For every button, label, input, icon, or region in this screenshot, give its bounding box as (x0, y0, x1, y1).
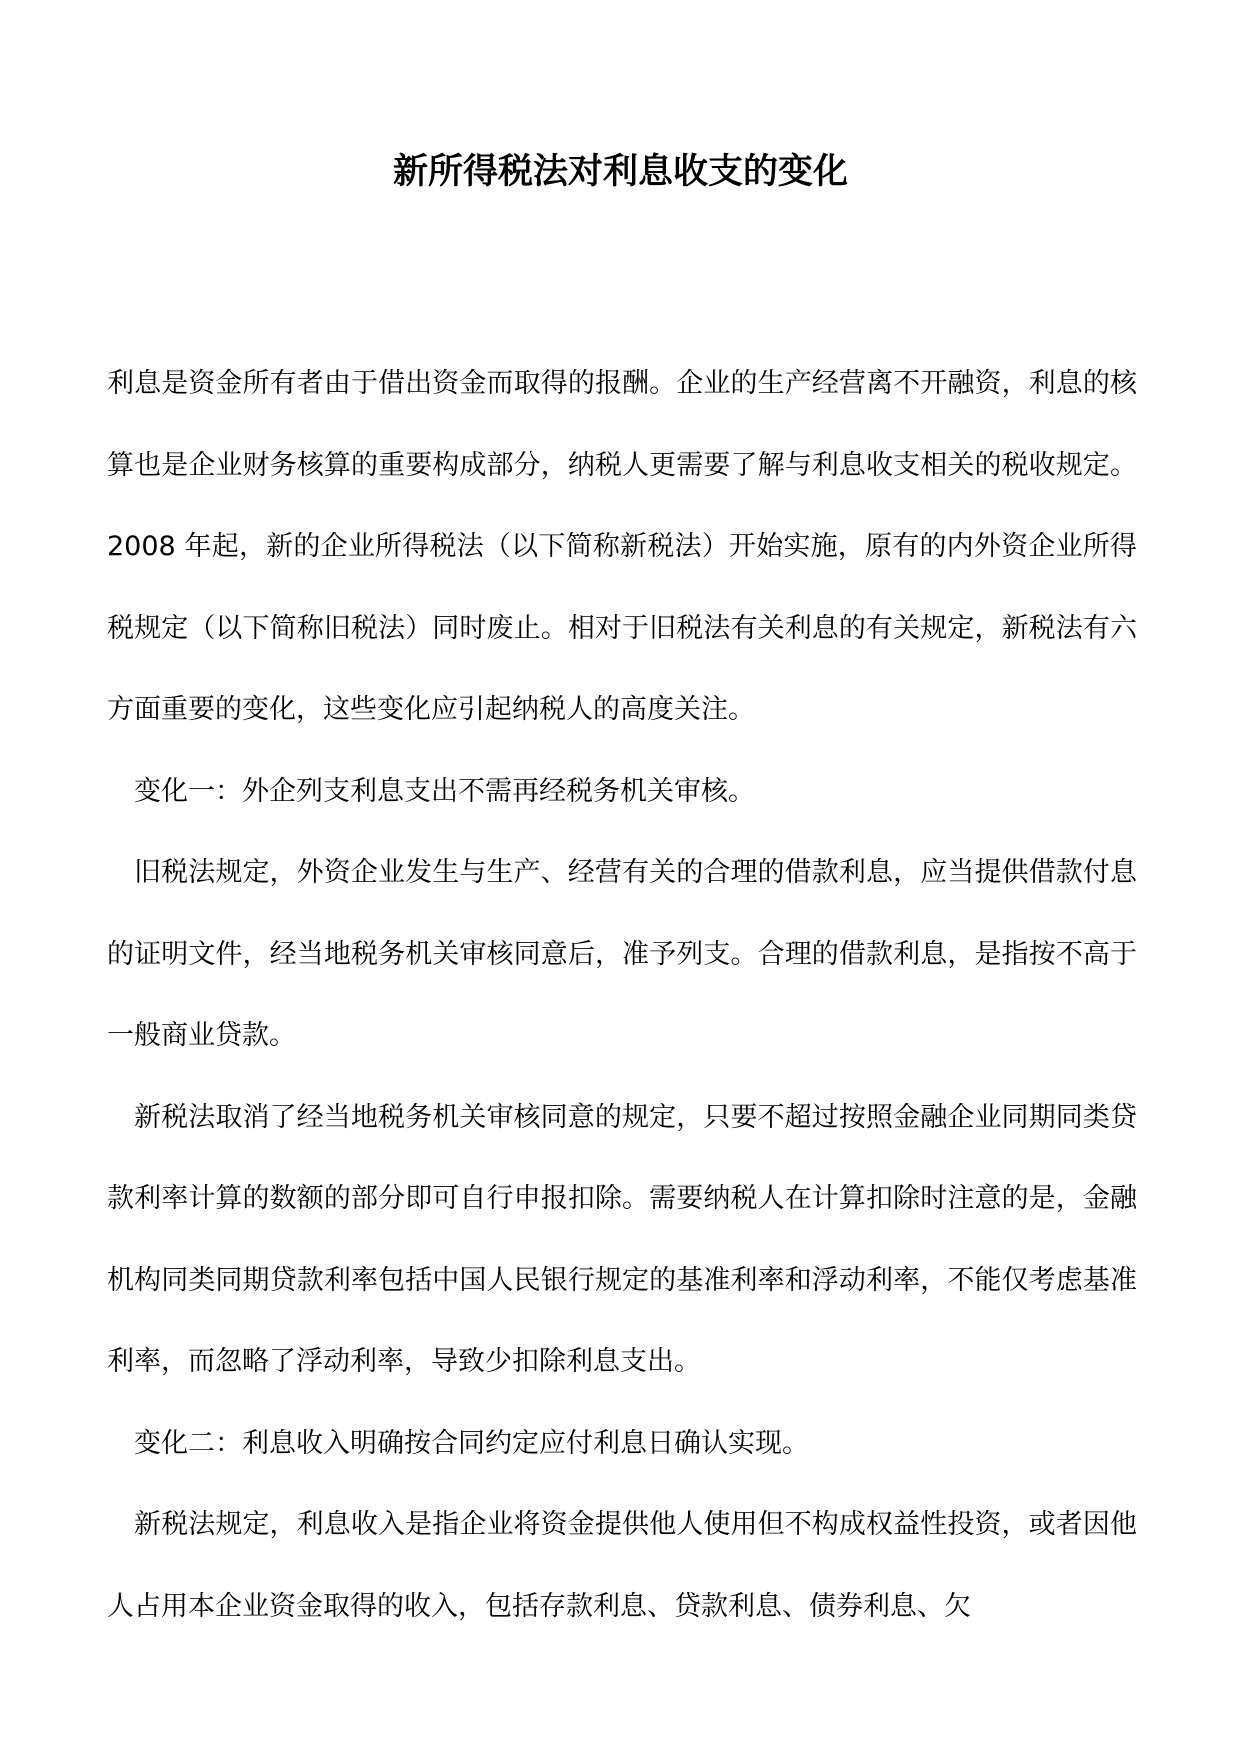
document-body (107, 343, 1137, 1647)
document-title: 新所得税法对利息收支的变化 (392, 151, 848, 192)
paragraph-change-one-heading: 变化一：外企列支利息支出不需再经税务机关审核。 (134, 775, 755, 807)
paragraph-intro: 利息是资金所有者由于借出资金而取得的报酬。企业的生产经营离不开融资，利息的核算也是企业财务核算的重要构成部分，纳税人更需要了解与利息收支相关的税收规定。2008 年起，新的企业所得税法（以下简称新税法）开始实施，原有的内外资企业所得税规定（以下简称旧税法）同时废止。相对于旧税法有关利息的有关规定，新税法有六方面重要的变化，这些变化应引起纳税人的高度关注。 (107, 368, 1137, 725)
paragraph-new-law-rule: 新税法取消了经当地税务机关审核同意的规定，只要不超过按照金融企业同期同类贷款利率计算的数额的部分即可自行申报扣除。需要纳税人在计算扣除时注意的是，金融机构同类同期贷款利率包括中国人民银行规定的基准利率和浮动利率，不能仅考虑基准利率，而忽略了浮动利率，导致少扣除利息支出。 (107, 1101, 1137, 1377)
paragraph-change-two-heading: 变化二：利息收入明确按合同约定应付利息日确认实现。 (134, 1427, 809, 1459)
paragraph-interest-income-definition: 新税法规定，利息收入是指企业将资金提供他人使用但不构成权益性投资，或者因他人占用本企业资金取得的收入，包括存款利息、贷款利息、债券利息、欠 (107, 1509, 1137, 1622)
paragraph-old-law-rule: 旧税法规定，外资企业发生与生产、经营有关的合理的借款利息，应当提供借款付息的证明文件，经当地税务机关审核同意后，准予列支。合理的借款利息，是指按不高于一般商业贷款。 (107, 857, 1137, 1051)
